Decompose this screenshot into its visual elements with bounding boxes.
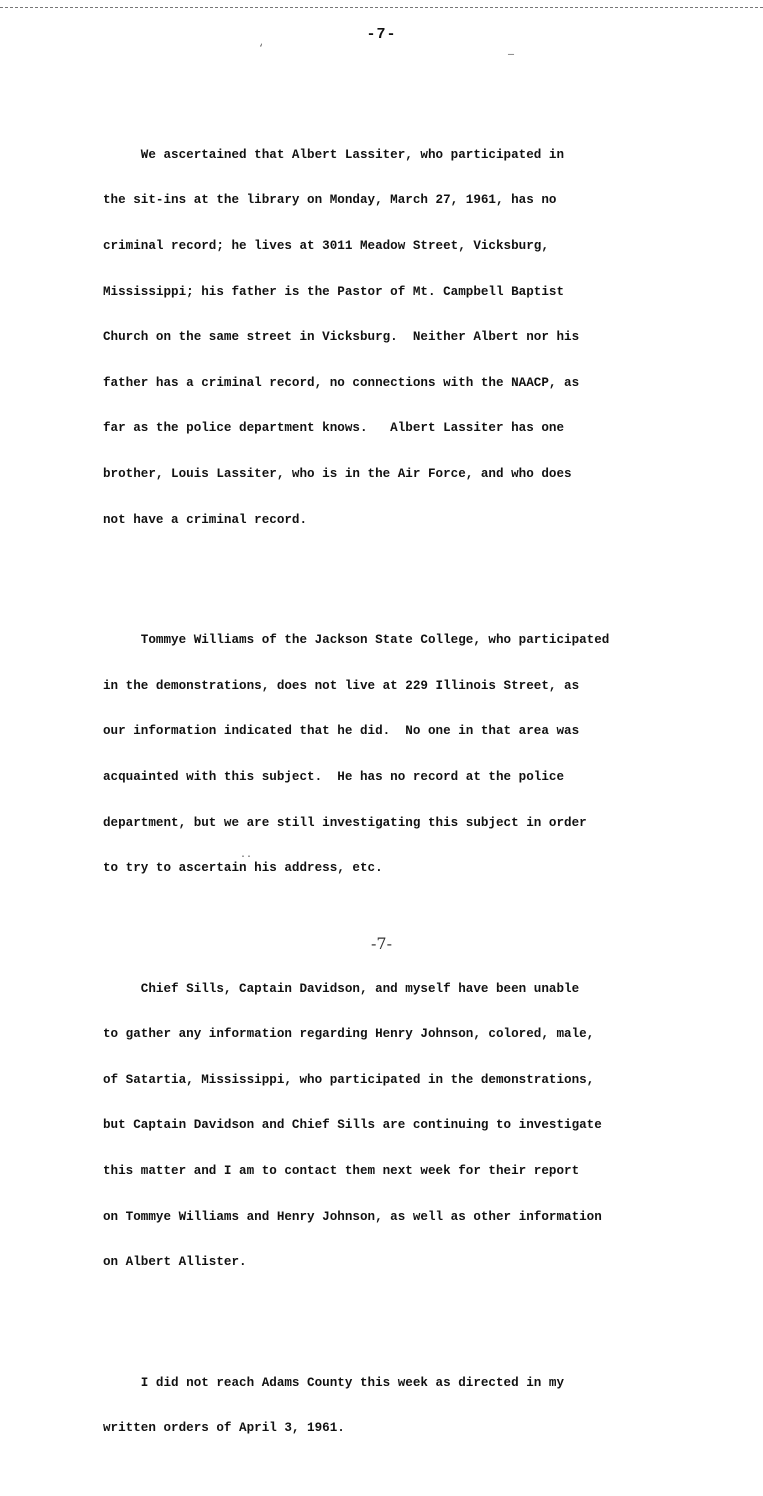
paragraph-johnson: [103, 951, 733, 1301]
header-page-number: -7-: [366, 26, 397, 43]
document-body: [103, 87, 733, 1496]
paragraph-adams-county: [103, 1345, 733, 1467]
text-line: not have a criminal record.: [103, 512, 308, 527]
text-line: but Captain Davidson and Chief Sills are continuing to investigate: [103, 1118, 602, 1133]
text-line: Tommye Williams of the Jackson State College, who participated: [103, 633, 610, 648]
paragraph-lassiter: [103, 117, 733, 558]
text-line: to try to ascertain his address, etc.: [103, 861, 383, 876]
text-line: acquainted with this subject. He has no record at the police: [103, 769, 565, 784]
page-top-edge: [0, 0, 763, 8]
text-line: far as the police department knows. Albert Lassiter has one: [103, 421, 565, 436]
text-line: on Tommye Williams and Henry Johnson, as well as other information: [103, 1209, 602, 1224]
text-line: We ascertained that Albert Lassiter, who participated in: [103, 147, 565, 162]
text-line: Mississippi; his father is the Pastor of Mt. Campbell Baptist: [103, 284, 565, 299]
text-line: I did not reach Adams County this week as directed in my: [103, 1375, 565, 1390]
text-line: of Satartia, Mississippi, who participated in the demonstrations,: [103, 1072, 595, 1087]
paragraph-williams: [103, 603, 733, 907]
text-line: our information indicated that he did. No one in that area was: [103, 724, 580, 739]
text-line: on Albert Allister.: [103, 1255, 247, 1270]
text-line: Chief Sills, Captain Davidson, and myself have been unable: [103, 981, 580, 996]
scan-mark: ··: [240, 852, 253, 863]
scan-mark: —: [508, 50, 515, 61]
text-line: criminal record; he lives at 3011 Meadow Street, Vicksburg,: [103, 239, 549, 254]
text-line: the sit-ins at the library on Monday, March 27, 1961, has no: [103, 193, 557, 208]
text-line: written orders of April 3, 1961.: [103, 1421, 345, 1436]
text-line: this matter and I am to contact them next week for their report: [103, 1164, 580, 1179]
text-line: to gather any information regarding Henry Johnson, colored, male,: [103, 1027, 595, 1042]
text-line: department, but we are still investigating this subject in order: [103, 815, 587, 830]
footer-page-number: -7-: [371, 934, 392, 953]
scan-mark: ‘: [258, 44, 265, 55]
text-line: father has a criminal record, no connections with the NAACP, as: [103, 375, 580, 390]
text-line: in the demonstrations, does not live at 229 Illinois Street, as: [103, 678, 580, 693]
text-line: brother, Louis Lassiter, who is in the Air Force, and who does: [103, 467, 572, 482]
text-line: Church on the same street in Vicksburg. Neither Albert nor his: [103, 330, 580, 345]
